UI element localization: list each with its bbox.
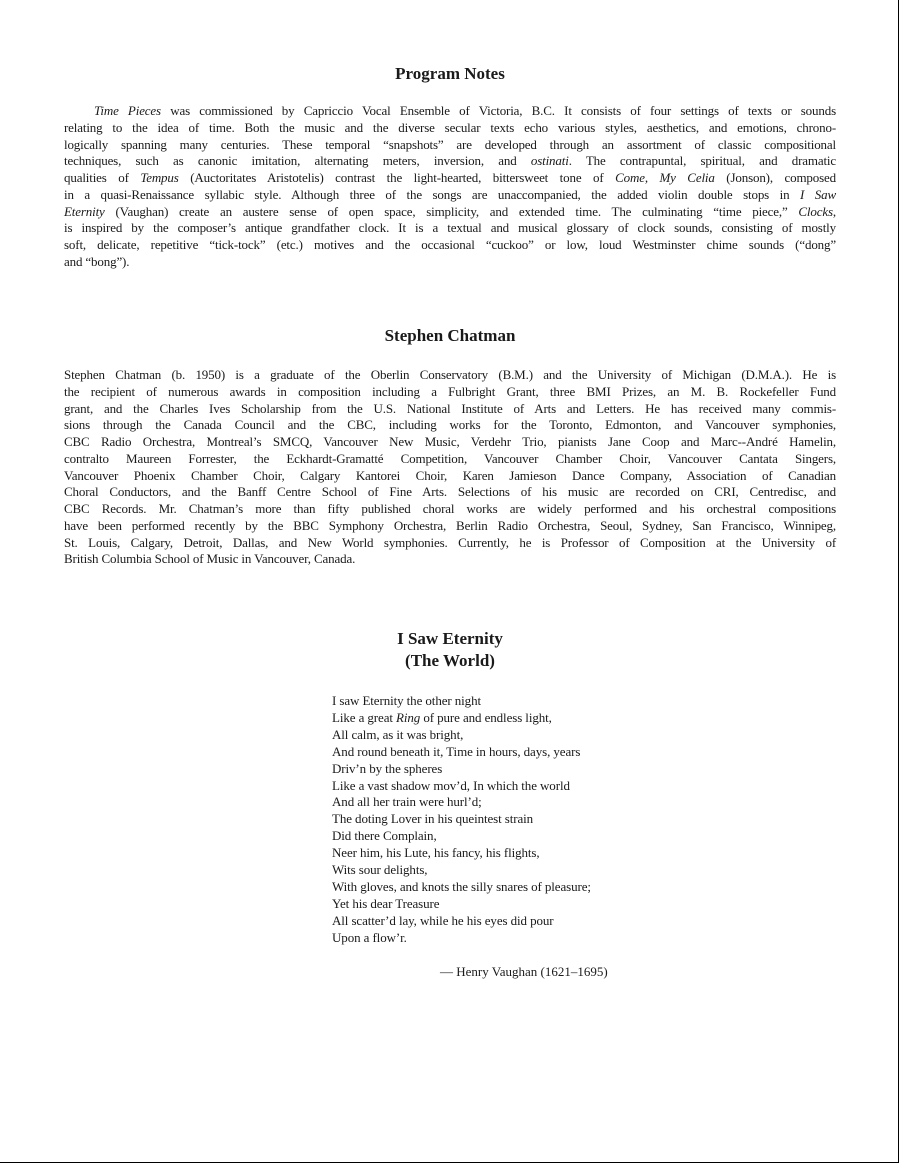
paragraph-line: Stephen Chatman (b. 1950) is a graduate of the Oberlin Conservatory (B.M.) and the University of Michigan (D.M.A.). He is [64, 367, 836, 382]
text-run: With gloves, and knots the silly snares of pleasure; [332, 878, 591, 894]
italic-title-text: Come, My Celia [615, 170, 715, 185]
text-run: Like a great [332, 709, 397, 725]
biography-paragraph [64, 367, 836, 568]
paragraph-line: the recipient of numerous awards in composition including a Fulbright Grant, three BMI Prizes, an M. B. Rockefeller Fund [64, 383, 836, 399]
text-run: soft, delicate, repetitive “tick-tock” (etc.) motives and the occasional “cuckoo” or low, loud Westminster chime sounds (“dong” [64, 237, 836, 252]
biography-heading: Stephen Chatman [384, 326, 516, 345]
poem-title: I Saw Eternity [397, 629, 503, 648]
paragraph-line: Choral Conductors, and the Banff Centre School of Fine Arts. Selections of his music are recorded on CRI, Centredisc, and [64, 484, 836, 500]
italic-title-text: Ring [396, 709, 421, 725]
text-run: Driv’n by the spheres [332, 760, 443, 776]
text-run: , [832, 203, 836, 219]
paragraph-line: have been performed recently by the BBC Symphony Orchestra, Berlin Radio Orchestra, Seoul, Sydney, San Francisco, Winnipeg, [64, 517, 836, 533]
text-run: (Auctoritates Aristotelis) contrast the light-hearted, bittersweet tone of [178, 170, 616, 185]
paragraph-line: Vancouver Phoenix Chamber Choir, Calgary Kantorei Choir, Karen Jamieson Dance Company, Association of Canadian [64, 467, 836, 483]
italic-title-text: Eternity [64, 203, 105, 219]
text-run: logically spanning many centuries. These temporal “snapshots” are developed through an assortment of classic compositional [64, 136, 836, 152]
poem-attribution: — Henry Vaughan (1621–1695) [440, 964, 608, 979]
text-run: All scatter’d lay, while he his eyes did pour [332, 912, 554, 928]
text-run: Yet his dear Treasure [332, 895, 440, 911]
poem-line [332, 794, 591, 811]
text-run: relating to the idea of time. Both the music and the diverse secular texts echo various styles, aesthetics, and emotions, chrono- [64, 119, 836, 135]
poem-line [332, 811, 591, 828]
poem-line [332, 913, 591, 930]
paragraph-line: St. Louis, Calgary, Detroit, Dallas, and New World symphonies. Currently, he is Professor of Composition at the University of [64, 534, 836, 550]
paragraph-line [64, 237, 836, 254]
text-run: The doting Lover in his queintest strain [332, 811, 534, 827]
text-run: was commissioned by Capriccio Vocal Ensemble of Victoria, B.C. It consists of four settings of texts or sounds [160, 103, 836, 118]
paragraph-line [64, 120, 836, 137]
paragraph-line [64, 220, 836, 237]
paragraph-line [64, 170, 836, 187]
text-run: Upon a flow’r. [332, 929, 407, 945]
text-run: in a quasi-Renaissance syllabic style. Although three of the songs are unaccompanied, the added violin double stops in [64, 186, 801, 202]
poem-line [332, 862, 591, 879]
paragraph-line: grant, and the Charles Ives Scholarship from the U.S. National Institute of Arts and Letters. He has received many commis- [64, 400, 836, 416]
text-run: (Jonson), composed [714, 170, 837, 185]
paragraph-line [64, 204, 836, 221]
text-run: And all her train were hurl’d; [332, 794, 482, 810]
poem-line [332, 693, 591, 710]
text-run: All calm, as it was bright, [332, 726, 464, 742]
text-run: is inspired by the composer’s antique grandfather clock. It is a textual and musical glossary of clock sounds, consisting of mostly [64, 220, 836, 236]
poem-line [332, 879, 591, 896]
paragraph-line: contralto Maureen Forrester, the Eckhardt-Gramatté Competition, Vancouver Chamber Choir, Vancouver Cantata Singers, [64, 450, 836, 466]
text-run: qualities of [64, 170, 141, 185]
text-run: Neer him, his Lute, his fancy, his flights, [332, 845, 540, 861]
text-run: of pure and endless light, [420, 709, 552, 725]
poem-line [332, 727, 591, 744]
program-notes-heading: Program Notes [395, 64, 505, 83]
text-run: Wits sour delights, [332, 862, 428, 878]
text-run: I saw Eternity the other night [332, 693, 481, 708]
poem-line [332, 761, 591, 778]
paragraph-line [64, 137, 836, 154]
italic-title-text: I Saw [800, 186, 836, 202]
text-run: (Vaughan) create an austere sense of open space, simplicity, and extended time. The culminating “time piece,” [104, 203, 799, 219]
paragraph-line [64, 153, 836, 170]
paragraph-line: CBC Records. Mr. Chatman’s more than fifty published choral works are widely performed and his orchestral compositions [64, 501, 836, 516]
poem-line [332, 896, 591, 913]
paragraph-line [64, 254, 836, 271]
poem-line [332, 845, 591, 862]
paragraph-line: CBC Radio Orchestra, Montreal’s SMCQ, Vancouver New Music, Verdehr Trio, pianists Jane Coop and Marc--André Hamelin, [64, 434, 836, 449]
text-run: and “bong”). [64, 253, 130, 269]
italic-title-text: Clocks [798, 203, 833, 219]
poem-line [332, 778, 591, 795]
poem-line [332, 710, 591, 727]
poem-body [332, 693, 591, 947]
italic-title-text: Tempus [140, 170, 179, 185]
text-run: And round beneath it, Time in hours, days, years [332, 743, 581, 759]
paragraph-line [64, 187, 836, 204]
poem-line [332, 930, 591, 947]
italic-title-text: ostinati [530, 153, 569, 169]
poem-line [332, 828, 591, 845]
text-run: techniques, such as canonic imitation, alternating meters, inversion, and [64, 153, 531, 169]
paragraph-line: British Columbia School of Music in Vancouver, Canada. [64, 551, 356, 567]
program-notes-paragraph [64, 103, 836, 271]
italic-title-text: Time Pieces [94, 103, 161, 118]
poem-subtitle: (The World) [405, 651, 495, 670]
poem-line [332, 744, 591, 761]
text-run: Did there Complain, [332, 828, 437, 844]
text-run: . The contrapuntal, spiritual, and dramatic [568, 153, 836, 169]
paragraph-line [64, 103, 836, 120]
text-run: Like a vast shadow mov’d, In which the world [332, 777, 570, 793]
paragraph-line: sions through the Canada Council and the CBC, including works for the Toronto, Edmonton, and Vancouver symphonies, [64, 417, 836, 433]
